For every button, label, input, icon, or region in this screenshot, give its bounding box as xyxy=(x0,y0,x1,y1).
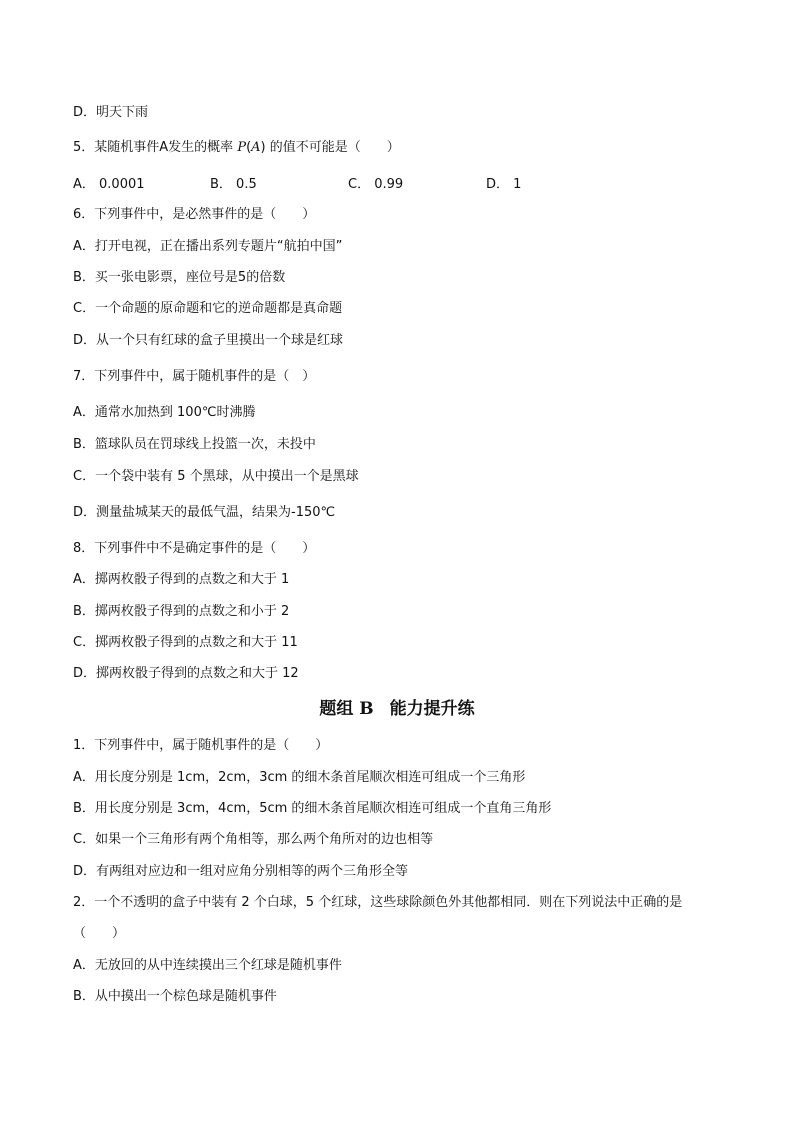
q8-option-d: D．掷两枚骰子得到的点数之和大于 12 xyxy=(73,666,299,681)
q6-option-b: B．买一张电影票，座位号是5的倍数 xyxy=(73,270,286,285)
q7-option-a: A．通常水加热到 100℃时沸腾 xyxy=(73,405,256,420)
q5-option-c: C． 0.99 xyxy=(348,177,404,192)
q6-option-a: A．打开电视，正在播出系列专题片“航拍中国” xyxy=(73,239,343,254)
b2-stem: 2．一个不透明的盒子中装有 2 个白球，5 个红球，这些球除颜色外其他都相同．则在下列说法中正确的是 xyxy=(73,895,683,910)
q5-stem xyxy=(73,139,400,157)
b1-option-b: B．用长度分别是 3cm，4cm，5cm 的细木条首尾顺次相连可组成一个直角三角形 xyxy=(73,801,552,816)
probability-expression: P(A) xyxy=(237,140,266,155)
q8-option-b: B．掷两枚骰子得到的点数之和小于 2 xyxy=(73,604,290,619)
q7-option-b: B．篮球队员在罚球线上投篮一次，未投中 xyxy=(73,437,316,452)
q8-option-a: A．掷两枚骰子得到的点数之和大于 1 xyxy=(73,572,290,587)
q7-option-d: D．测量盐城某天的最低气温，结果为-150℃ xyxy=(73,505,336,520)
b2-stem-continuation: （ ） xyxy=(73,926,126,941)
q7-stem: 7．下列事件中，属于随机事件的是（ ） xyxy=(73,369,316,384)
q5-stem-after: 的值不可能是（ ） xyxy=(269,140,400,155)
q6-stem: 6．下列事件中，是必然事件的是（ ） xyxy=(73,207,316,222)
q8-stem: 8．下列事件中不是确定事件的是（ ） xyxy=(73,541,316,556)
b2-option-a: A．无放回的从中连续摸出三个红球是随机事件 xyxy=(73,958,342,973)
q5-option-b: B． 0.5 xyxy=(210,177,257,192)
q5-stem-before: 5．某随机事件A发生的概率 xyxy=(73,140,234,155)
b2-option-b: B．从中摸出一个棕色球是随机事件 xyxy=(73,989,277,1004)
b1-option-a: A．用长度分别是 1cm，2cm，3cm 的细木条首尾顺次相连可组成一个三角形 xyxy=(73,770,526,785)
section-b-heading xyxy=(0,698,794,720)
q8-option-c: C．掷两枚骰子得到的点数之和大于 11 xyxy=(73,635,298,650)
q6-option-d: D．从一个只有红球的盒子里摸出一个球是红球 xyxy=(73,333,344,348)
q4-option-d: D．明天下雨 xyxy=(73,105,149,120)
b1-option-d: D．有两组对应边和一组对应角分别相等的两个三角形全等 xyxy=(73,864,409,879)
q7-option-c: C．一个袋中装有 5 个黑球，从中摸出一个是黑球 xyxy=(73,469,359,484)
q6-option-c: C．一个命题的原命题和它的逆命题都是真命题 xyxy=(73,301,343,316)
b1-stem: 1．下列事件中，属于随机事件的是（ ） xyxy=(73,738,329,753)
q5-option-d: D． 1 xyxy=(486,177,522,192)
q5-option-a: A． 0.0001 xyxy=(73,177,145,192)
section-b-label: 题组 B xyxy=(319,699,374,719)
section-b-title: 能力提升练 xyxy=(389,699,475,719)
b1-option-c: C．如果一个三角形有两个角相等，那么两个角所对的边也相等 xyxy=(73,832,434,847)
